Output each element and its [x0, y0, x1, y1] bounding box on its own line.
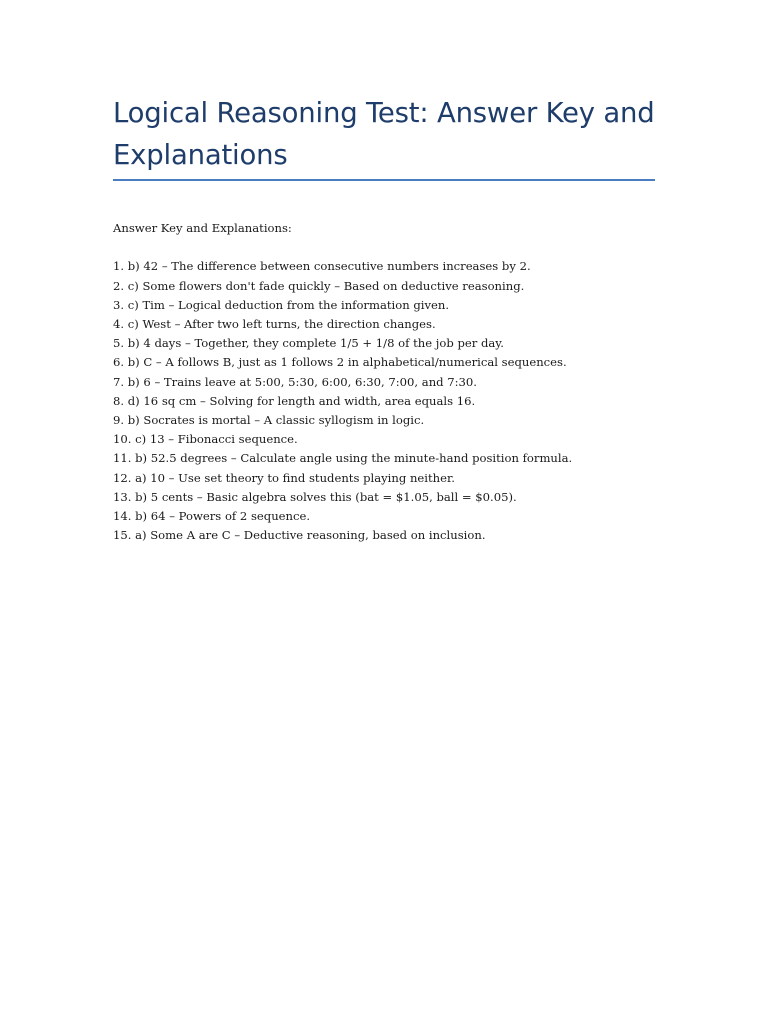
answer-item: 15. a) Some A are C – Deductive reasoning, based on inclusion. — [113, 528, 486, 543]
document-title: Logical Reasoning Test: Answer Key and Explanations — [113, 97, 655, 171]
answer-item: 5. b) 4 days – Together, they complete 1/5 + 1/8 of the job per day. — [113, 336, 504, 351]
answer-list — [113, 257, 673, 545]
answer-item: 9. b) Socrates is mortal – A classic syllogism in logic. — [113, 413, 425, 428]
answer-item: 1. b) 42 – The difference between consecutive numbers increases by 2. — [113, 259, 531, 274]
answer-item: 8. d) 16 sq cm – Solving for length and width, area equals 16. — [113, 393, 476, 408]
answer-item: 4. c) West – After two left turns, the direction changes. — [113, 317, 436, 331]
answer-item: 11. b) 52.5 degrees – Calculate angle using the minute-hand position formula. — [113, 451, 573, 466]
intro-heading: Answer Key and Explanations: — [113, 221, 292, 235]
answer-item: 6. b) C – A follows B, just as 1 follows 2 in alphabetical/numerical sequences. — [113, 355, 567, 370]
answer-item: 10. c) 13 – Fibonacci sequence. — [113, 432, 298, 447]
answer-item: 13. b) 5 cents – Basic algebra solves this (bat = $1.05, ball = $0.05). — [113, 489, 517, 504]
answer-item: 12. a) 10 – Use set theory to find students playing neither. — [113, 470, 455, 485]
answer-item: 14. b) 64 – Powers of 2 sequence. — [113, 509, 311, 524]
answer-item: 3. c) Tim – Logical deduction from the information given. — [113, 297, 450, 312]
document-body — [113, 219, 673, 545]
answer-item: 2. c) Some flowers don't fade quickly – Based on deductive reasoning. — [113, 278, 525, 293]
title-underline-rule — [113, 179, 655, 181]
answer-item: 7. b) 6 – Trains leave at 5:00, 5:30, 6:00, 6:30, 7:00, and 7:30. — [113, 374, 477, 389]
